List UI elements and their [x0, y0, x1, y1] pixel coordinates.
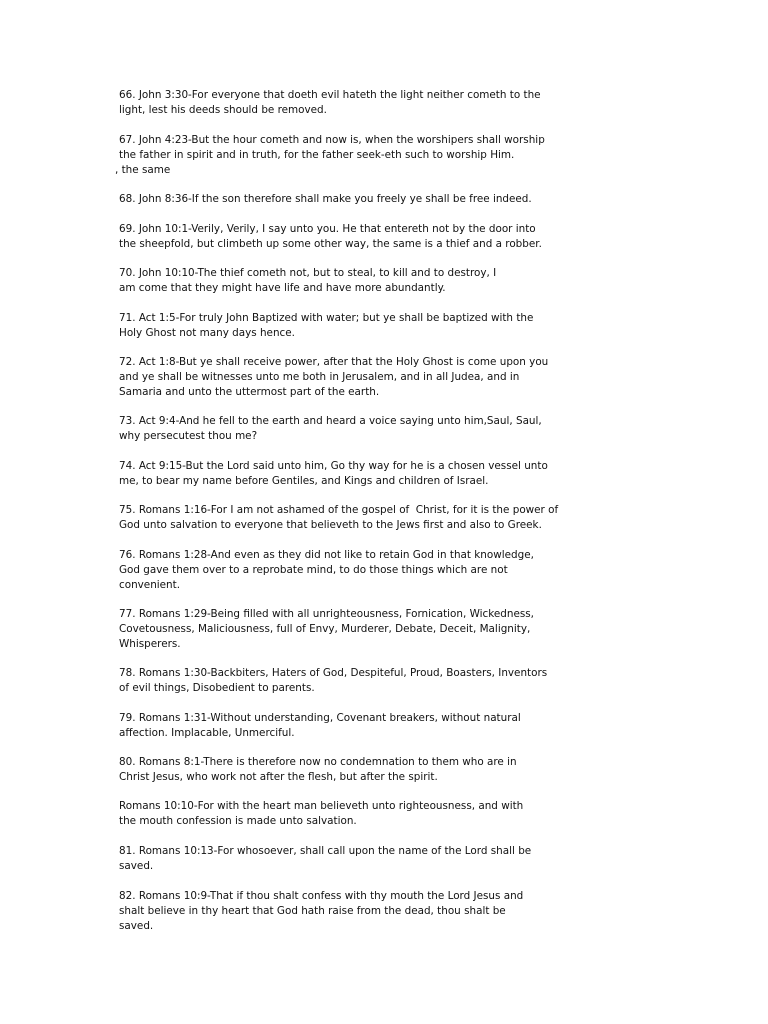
verse-line: the sheepfold, but climbeth up some other way, the same is a thief and a robber. [119, 237, 542, 250]
verse-line: Covetousness, Maliciousness, full of Envy, Murderer, Debate, Deceit, Malignity, [119, 622, 531, 635]
verse-line: 74. Act 9:15-But the Lord said unto him, Go thy way for he is a chosen vessel unto [119, 460, 548, 472]
verse-73 [119, 414, 579, 444]
verse-line: convenient. [119, 578, 181, 591]
verse-line: affection. Implacable, Unmerciful. [119, 726, 295, 739]
verse-74 [119, 459, 579, 489]
verse-line: 69. John 10:1-Verily, Verily, I say unto you. He that entereth not by the door into [119, 223, 536, 235]
verse-76 [119, 548, 579, 592]
verse-line: God unto salvation to everyone that believeth to the Jews first and also to Greek. [119, 518, 542, 531]
verse-line: 79. Romans 1:31-Without understanding, Covenant breakers, without natural [119, 712, 521, 724]
verse-line: me, to bear my name before Gentiles, and Kings and children of Israel. [119, 474, 489, 487]
verse-67 [115, 133, 579, 177]
verse-line: God gave them over to a reprobate mind, to do those things which are not [119, 563, 508, 576]
verse-line: 76. Romans 1:28-And even as they did not like to retain God in that knowledge, [119, 549, 534, 561]
verse-line: saved. [119, 859, 154, 872]
verse-80 [119, 755, 579, 785]
verse-line: 68. John 8:36-If the son therefore shall make you freely ye shall be free indeed. [119, 193, 532, 205]
verse-line: the mouth confession is made unto salvation. [119, 814, 357, 827]
verse-line: 71. Act 1:5-For truly John Baptized with water; but ye shall be baptized with the [119, 312, 534, 324]
verse-line: of evil things, Disobedient to parents. [119, 681, 315, 694]
verse-68 [119, 192, 579, 207]
verse-66 [119, 88, 579, 118]
verse-line: 66. John 3:30-For everyone that doeth evil hateth the light neither cometh to the [119, 89, 541, 101]
verse-82 [119, 889, 579, 933]
verse-69 [119, 222, 579, 252]
verse-line: Samaria and unto the uttermost part of the earth. [119, 385, 380, 398]
verse-72 [119, 355, 579, 399]
verse-line: saved. [119, 919, 154, 932]
verse-81 [119, 844, 579, 874]
verse-71 [119, 311, 579, 341]
verse-line: light, lest his deeds should be removed. [119, 103, 327, 116]
verse-77 [119, 607, 579, 651]
verse-line: and ye shall be witnesses unto me both in Jerusalem, and in all Judea, and in [119, 370, 520, 383]
verse-romans-10-10 [119, 799, 579, 829]
verse-line: , the same [115, 163, 171, 176]
verse-line: Romans 10:10-For with the heart man believeth unto righteousness, and with [119, 800, 524, 812]
verse-line: Whisperers. [119, 637, 181, 650]
verse-line: am come that they might have life and have more abundantly. [119, 281, 446, 294]
verse-70 [119, 266, 579, 296]
verse-line: 70. John 10:10-The thief cometh not, but to steal, to kill and to destroy, I [119, 267, 497, 279]
verse-line: why persecutest thou me? [119, 429, 258, 442]
verse-line: the father in spirit and in truth, for the father seek-eth such to worship Him. [119, 148, 515, 161]
verse-line: 82. Romans 10:9-That if thou shalt confess with thy mouth the Lord Jesus and [119, 890, 524, 902]
verse-line: 81. Romans 10:13-For whosoever, shall call upon the name of the Lord shall be [119, 845, 532, 857]
verse-line: 67. John 4:23-But the hour cometh and now is, when the worshipers shall worship [119, 134, 545, 146]
verse-line: shalt believe in thy heart that God hath raise from the dead, thou shalt be [119, 904, 506, 917]
verse-line: 78. Romans 1:30-Backbiters, Haters of God, Despiteful, Proud, Boasters, Inventors [119, 667, 548, 679]
verse-78 [119, 666, 579, 696]
verse-79 [119, 711, 579, 741]
verse-line: 75. Romans 1:16-For I am not ashamed of the gospel of Christ, for it is the power of [119, 504, 559, 516]
verse-line: Christ Jesus, who work not after the flesh, but after the spirit. [119, 770, 438, 783]
verse-line: 73. Act 9:4-And he fell to the earth and heard a voice saying unto him,Saul, Saul, [119, 415, 542, 427]
verse-75 [119, 503, 579, 533]
verse-line: Holy Ghost not many days hence. [119, 326, 295, 339]
verse-line: 77. Romans 1:29-Being filled with all unrighteousness, Fornication, Wickedness, [119, 608, 534, 620]
verse-line: 72. Act 1:8-But ye shall receive power, after that the Holy Ghost is come upon you [119, 356, 549, 368]
verse-line: 80. Romans 8:1-There is therefore now no condemnation to them who are in [119, 756, 517, 768]
